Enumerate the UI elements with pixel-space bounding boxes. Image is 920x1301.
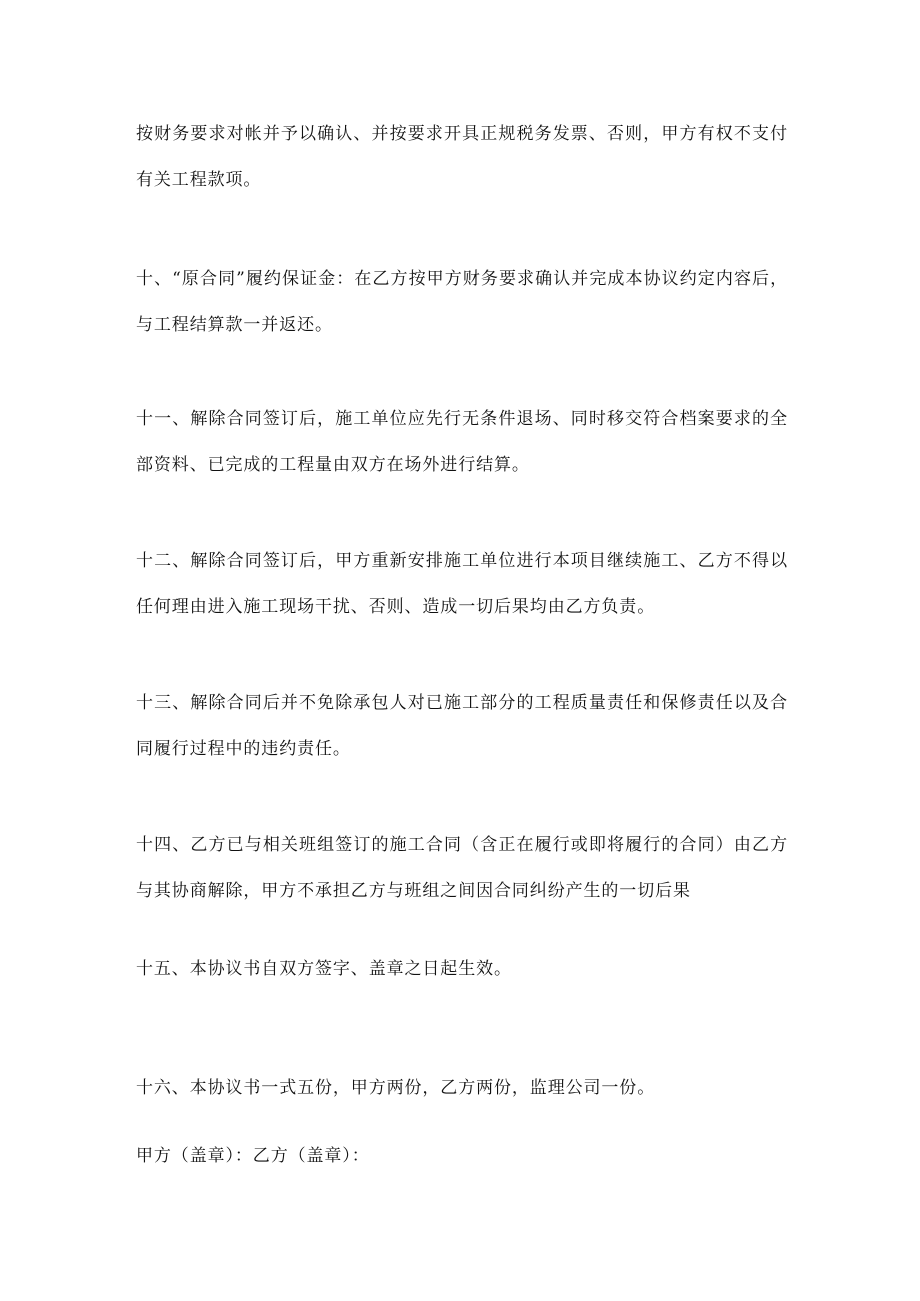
paragraph-clause-16: 十六、本协议书一式五份，甲方两份，乙方两份，监理公司一份。	[136, 1078, 656, 1098]
paragraph-clause-14: 十四、乙方已与相关班组签订的施工合同（含正在履行或即将履行的合同）由乙方与其协商解除，甲方不承担乙方与班组之间因合同纠纷产生的一切后果	[136, 835, 788, 901]
paragraph-payment-invoice: 按财务要求对帐并予以确认、并按要求开具正规税务发票、否则，甲方有权不支付有关工程款项。	[136, 124, 788, 190]
paragraph-clause-11: 十一、解除合同签订后，施工单位应先行无条件退场、同时移交符合档案要求的全部资料、已完成的工程量由双方在场外进行结算。	[136, 409, 788, 475]
paragraph-clause-15: 十五、本协议书自双方签字、盖章之日起生效。	[136, 959, 512, 979]
paragraph-clause-10: 十、“原合同”履约保证金：在乙方按甲方财务要求确认并完成本协议约定内容后，与工程结算款一并返还。	[136, 269, 788, 335]
signature-line: 甲方（盖章）：乙方（盖章）：	[136, 1146, 370, 1166]
paragraph-clause-12: 十二、解除合同签订后，甲方重新安排施工单位进行本项目继续施工、乙方不得以任何理由进入施工现场干扰、否则、造成一切后果均由乙方负责。	[136, 551, 788, 617]
paragraph-clause-13: 十三、解除合同后并不免除承包人对已施工部分的工程质量责任和保修责任以及合同履行过程中的违约责任。	[136, 693, 788, 759]
